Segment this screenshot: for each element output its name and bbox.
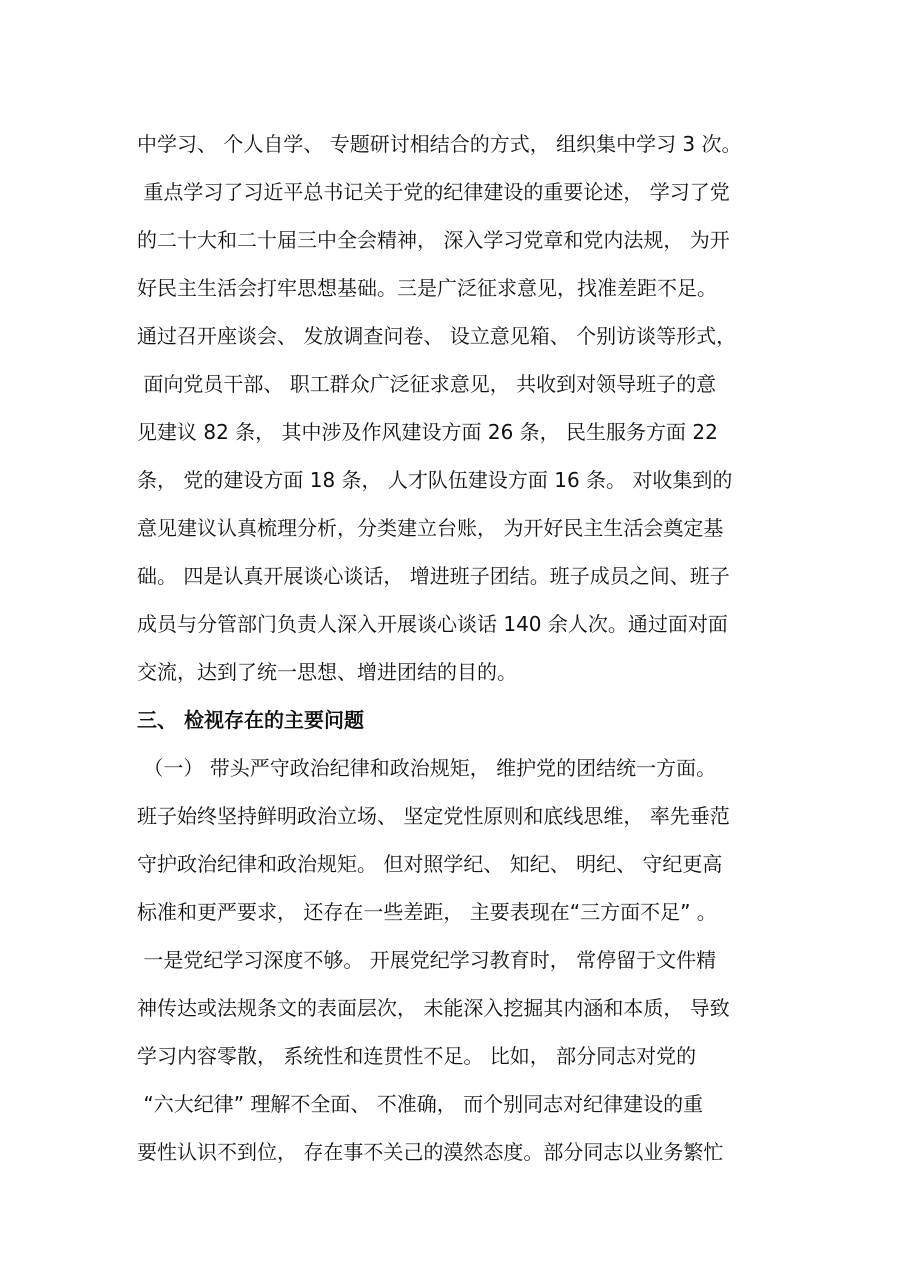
paragraph-line: 一是党纪学习深度不够。 开展党纪学习教育时， 常停留于文件精 [137,948,717,972]
paragraph-line: 守护政治纪律和政治规矩。 但对照学纪、 知纪、 明纪、 守纪更高 [137,852,723,876]
paragraph-line: 础。 四是认真开展谈心谈话， 增进班子团结。班子成员之间、班子 [137,564,730,588]
paragraph-line: 中学习、 个人自学、 专题研讨相结合的方式， 组织集中学习 3 次。 [137,132,742,156]
paragraph-line: 的二十大和二十届三中全会精神， 深入学习党章和党内法规， 为开 [137,228,730,252]
paragraph-line: 交流，达到了统一思想、增进团结的目的。 [137,660,517,684]
paragraph-line: 神传达或法规条文的表面层次， 未能深入挖掘其内涵和本质， 导致 [137,996,730,1020]
paragraph-line: 好民主生活会打牢思想基础。三是广泛征求意见，找准差距不足。 [137,276,717,300]
section-heading: 三、 检视存在的主要问题 [137,708,364,732]
paragraph-line: 见建议 82 条， 其中涉及作风建设方面 26 条， 民生服务方面 22 [137,420,718,444]
paragraph-line: 面向党员干部、 职工群众广泛征求意见， 共收到对领导班子的意 [137,372,717,396]
paragraph-line: 重点学习了习近平总书记关于党的纪律建设的重要论述， 学习了党 [137,180,730,204]
paragraph-line: 成员与分管部门负责人深入开展谈心谈话 140 余人次。通过面对面 [137,612,728,636]
paragraph-line: 通过召开座谈会、 发放调查问卷、 设立意见箱、 个别访谈等形式， [137,324,737,348]
paragraph-line: （一） 带头严守政治纪律和政治规矩， 维护党的团结统一方面。 [137,756,717,780]
paragraph-line: 条， 党的建设方面 18 条， 人才队伍建设方面 16 条。 对收集到的 [137,468,733,492]
paragraph-line: 学习内容零散， 系统性和连贯性不足。 比如， 部分同志对党的 [137,1044,697,1068]
paragraph-line: “六大纪律” 理解不全面、 不准确， 而个别同志对纪律建设的重 [137,1092,704,1116]
paragraph-line: 意见建议认真梳理分析，分类建立台账， 为开好民主生活会奠定基 [137,516,724,540]
paragraph-line: 班子始终坚持鲜明政治立场、 坚定党性原则和底线思维， 率先垂范 [137,804,730,828]
paragraph-line: 要性认识不到位， 存在事不关己的漠然态度。部分同志以业务繁忙 [137,1140,724,1164]
paragraph-line: 标准和更严要求， 还存在一些差距， 主要表现在“三方面不足” 。 [137,900,717,924]
